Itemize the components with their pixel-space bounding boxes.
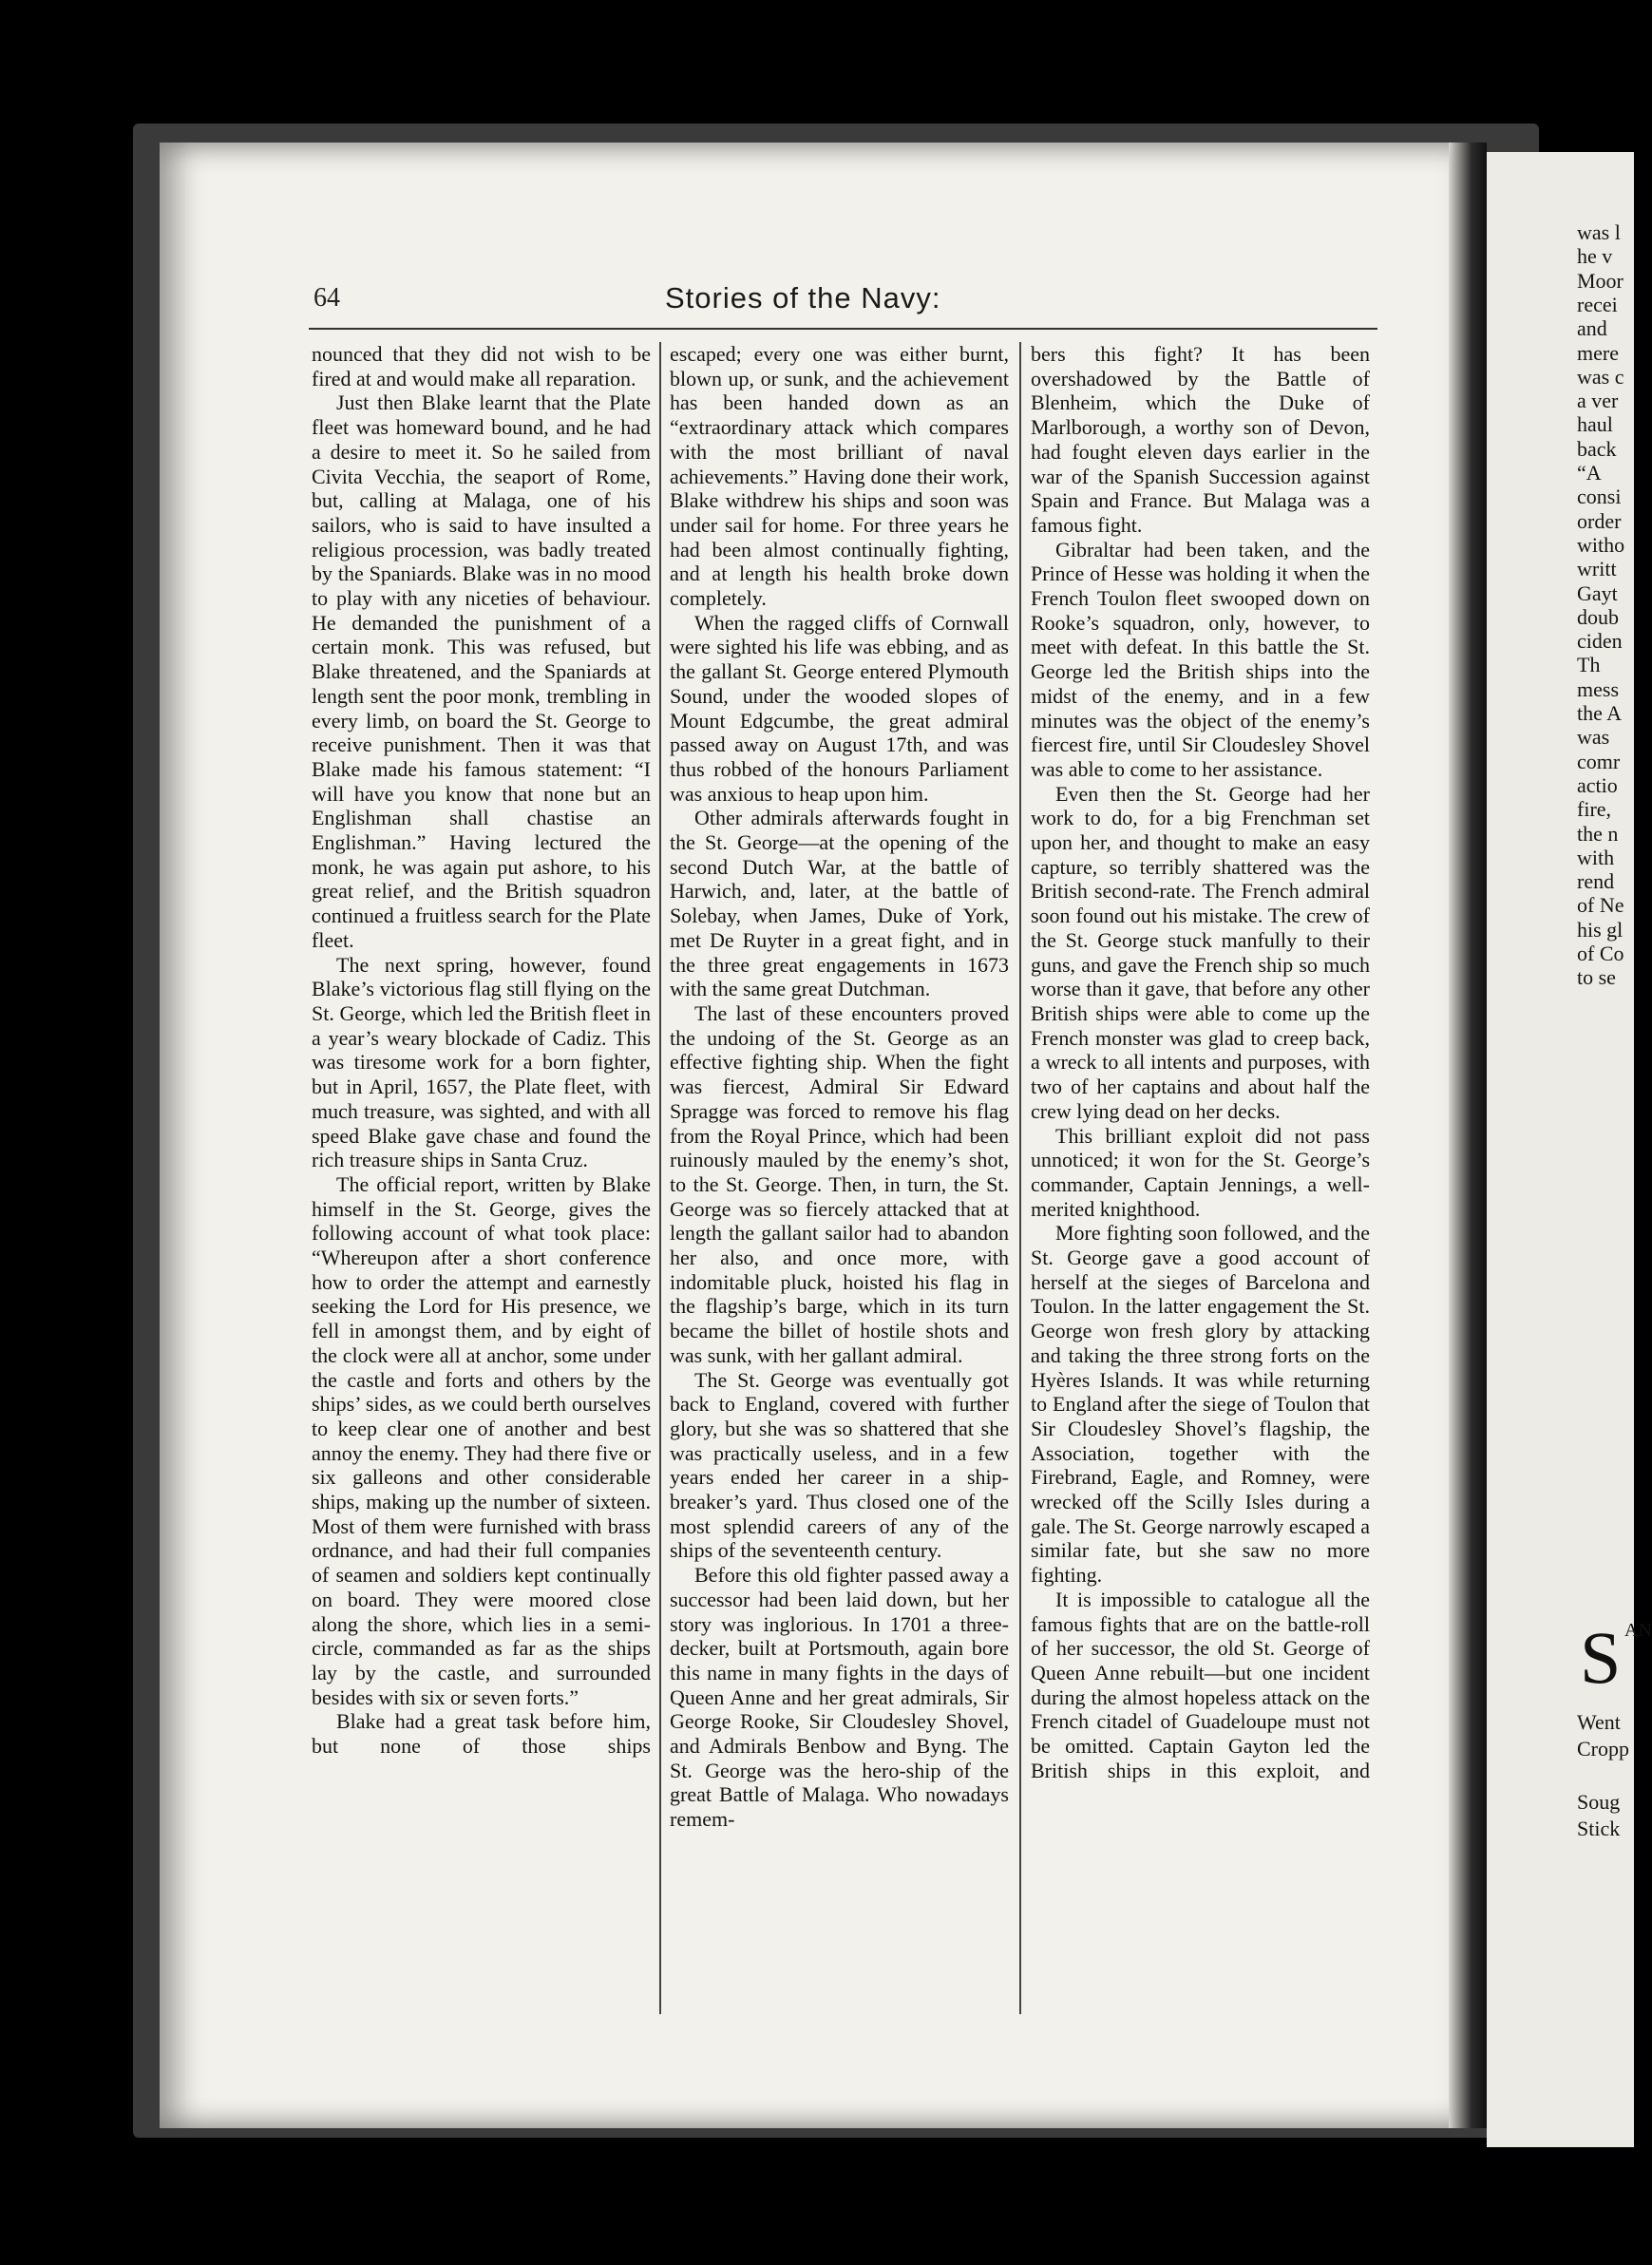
facing-page-line: the A xyxy=(1577,701,1623,725)
paragraph: This brilliant exploit did not pass unnoticed; it won for the St. George’s commander, Captain Jennings, a well-merited knighthood. xyxy=(1031,1123,1370,1221)
facing-page-fragment xyxy=(1487,152,1652,2147)
facing-page-line: doub xyxy=(1577,604,1619,629)
facing-page-line: he v xyxy=(1577,244,1613,269)
paragraph: escaped; every one was either burnt, blown up, or sunk, and the achievement has been handed down as an “extraordinary attack which compares with the most brilliant of naval achievements.” Having done their work, Blake withdrew his ships and soon was under sail for home. For three years he had been almost continually fighting, and at length his health broke down completely. xyxy=(670,342,1009,611)
paragraph: The last of these encounters proved the undoing of the St. George as an effective fighting ship. When the fight was fiercest, Admiral Sir Edward Spragge was forced to remove his flag from the Royal Prince, which had been ruinously mauled by the enemy’s shot, to the St. George. Then, in turn, the St. George was so fiercely attacked that at length the gallant sailor had to abandon her also, and once more, with indomitable pluck, hoisted his flag in the flagship’s barge, which in its turn became the billet of hostile shots and was sunk, with her gallant admiral. xyxy=(670,1000,1009,1367)
facing-page-line: Cropp xyxy=(1577,1737,1629,1761)
facing-page-line: Soug xyxy=(1577,1790,1621,1814)
facing-page-line: to se xyxy=(1577,965,1616,990)
paragraph: nounced that they did not wish to be fired at and would make all reparation. xyxy=(312,342,651,390)
header-rule xyxy=(309,328,1377,330)
paragraph: When the ragged cliffs of Cornwall were sighted his life was ebbing, and as the gallant St. George entered Plymouth Sound, under the wooded slopes of Mount Edgcumbe, the great admiral passed away on August 17th, and was thus robbed of the honours Parliament was anxious to heap upon him. xyxy=(670,610,1009,806)
page-number: 64 xyxy=(313,283,340,313)
paragraph: Blake had a great task before him, but none of those ships xyxy=(312,1709,651,1759)
paragraph: More fighting soon followed, and the St. George gave a good account of herself at the sieges of Barcelona and Toulon. In the latter engagement the St. George won fresh glory by attacking and taking the three strong forts on the Hyères Islands. It was while returning to England after the siege of Toulon that Sir Cloudesley Shovel’s flagship, the Association, together with the Firebrand, Eagle, and Romney, were wrecked off the Scilly Isles during a gale. The St. George narrowly escaped a similar fate, but she saw no more fighting. xyxy=(1031,1221,1370,1588)
facing-page-line: the n xyxy=(1577,821,1619,846)
facing-page-line: mere xyxy=(1577,340,1619,365)
text-column-3 xyxy=(1031,342,1370,2014)
facing-page-line: writt xyxy=(1577,557,1617,581)
paragraph: It is impossible to catalogue all the famous fights that are on the battle-roll of her successor, the old St. George of Queen Anne rebuilt—but one incident during the almost hopeless attack on the French citadel of Guadeloupe must not be omitted. Captain Gayton led the British ships in this exploit, and xyxy=(1031,1587,1370,1782)
facing-page-line: and xyxy=(1577,316,1607,341)
facing-page-line: mess xyxy=(1577,676,1619,701)
text-column-1 xyxy=(312,342,651,2014)
text-column-2 xyxy=(670,342,1009,2014)
paragraph: Other admirals afterwards fought in the St. George—at the opening of the second Dutch War, at the battle of Harwich, and, later, at the battle of Solebay, when James, Duke of York, met De Ruyter in a great fight, and in the three great engagements in 1673 with the same great Dutchman. xyxy=(670,806,1009,1001)
paragraph: Just then Blake learnt that the Plate fleet was homeward bound, and he had a desire to meet it. So he sailed from Civita Vecchia, the seaport of Rome, but, calling at Malaga, one of his sailors, who is said to have insulted a religious procession, was badly treated by the Spaniards. Blake was in no mood to play with any niceties of behaviour. He demanded the punishment of a certain monk. This was refused, but Blake threatened, and the Spaniards at length sent the poor monk, trembling in every limb, on board the St. George to receive punishment. Then it was that Blake made his famous statement: “I will have you know that none but an Englishman shall chastise an Englishman.” Having lectured the monk, he was again put ashore, to his great relief, and the British squadron continued a fruitless search for the Plate fleet. xyxy=(312,390,651,952)
facing-page-line: actio xyxy=(1577,772,1618,797)
facing-page-line: was c xyxy=(1577,364,1624,389)
column-divider-left xyxy=(659,342,661,2014)
facing-page-line: Gayt xyxy=(1577,581,1618,605)
facing-page-line: Th xyxy=(1577,653,1601,677)
facing-page-line: was xyxy=(1577,725,1610,750)
paragraph: The next spring, however, found Blake’s victorious flag still flying on the St. George, which led the British fleet in a year’s weary blockade of Cadiz. This was tiresome work for a born fighter, but in April, 1657, the Plate fleet, with much treasure, was sighted, and with all speed Blake gave chase and found the rich treasure ships in Santa Cruz. xyxy=(312,952,651,1172)
facing-page-line: Stick xyxy=(1577,1817,1621,1840)
facing-page-line: “A xyxy=(1577,461,1602,485)
facing-page-line: Moor xyxy=(1577,268,1624,293)
facing-page-line: haul xyxy=(1577,412,1613,437)
paragraph: bers this fight? It has been overshadowed by the Battle of Blenheim, which the Duke of Marlborough, a worthy son of Devon, had fought eleven days earlier in the war of the Spanish Succession against Spain and France. But Malaga was a famous fight. xyxy=(1031,342,1370,537)
facing-page-drop-cap-rest: AN xyxy=(1624,1620,1652,1641)
facing-page-line: of Ne xyxy=(1577,893,1624,918)
facing-page-line: comr xyxy=(1577,749,1621,773)
facing-page-line: ciden xyxy=(1577,629,1623,654)
facing-page-line: with xyxy=(1577,845,1615,869)
paragraph: The official report, written by Blake himself in the St. George, gives the following account of what took place: “Whereupon after a short conference how to order the attempt and earnestly seeking the Lord for His presence, we fell in amongst them, and by eight of the clock were all at anchor, some under the castle and forts and others by the ships’ sides, as we could berth ourselves to keep clear one of another and best annoy the enemy. They had there five or six galleons and other considerable ships, making up the number of sixteen. Most of them were furnished with brass ordnance, and had their full companies of seamen and soldiers kept continually on board. They were moored close along the shore, which lies in a semi-circle, commanded as far as the ships lay by the castle, and surrounded besides with six or seven forts.” xyxy=(312,1171,651,1709)
facing-page-line: consi xyxy=(1577,485,1622,509)
paragraph: Even then the St. George had her work to do, for a big Frenchman set upon her, and thought to make an easy capture, so terribly shattered was the British second-rate. The French admiral soon found out his mistake. The crew of the St. George stuck manfully to their guns, and gave the French ship so much worse than it gave, that before any other British ships were able to come up the French monster was glad to creep back, a wreck to all intents and purposes, with two of her captains and about half the crew lying dead on her decks. xyxy=(1031,781,1370,1123)
facing-page-line: order xyxy=(1577,508,1622,533)
facing-page-line: Went xyxy=(1577,1710,1621,1734)
facing-page-line: was l xyxy=(1577,220,1621,244)
paragraph: Gibraltar had been taken, and the Prince of Hesse was holding it when the French Toulon fleet swooped down on Rooke’s squadron, only, however, to meet with defeat. In this battle the St. George led the British ships into the midst of the enemy, and in a few minutes was the object of the enemy’s fiercest fire, until Sir Cloudesley Shovel was able to come to her assistance. xyxy=(1031,537,1370,781)
facing-page-line: rend xyxy=(1577,869,1615,894)
book-gutter xyxy=(1449,143,1487,2128)
paragraph: The St. George was eventually got back to England, covered with further glory, but she was so shattered that she was practically useless, and in a few years ended her career in a ship-breaker’s yard. Thus closed one of the most splendid careers of any of the ships of the seventeenth century. xyxy=(670,1367,1009,1563)
facing-page-line: witho xyxy=(1577,532,1625,557)
facing-page-line: of Co xyxy=(1577,942,1624,965)
facing-page-line: his gl xyxy=(1577,917,1624,942)
facing-page-line: back xyxy=(1577,436,1617,461)
paragraph: Before this old fighter passed away a successor had been laid down, but her story was inglorious. In 1701 a three-decker, built at Portsmouth, again bore this name in many fights in the days of Queen Anne and her great admirals, Sir George Rooke, Sir Cloudesley Shovel, and Admirals Benbow and Byng. The St. George was the hero-ship of the great Battle of Malaga. Who nowadays remem- xyxy=(670,1563,1009,1832)
running-head: Stories of the Navy: xyxy=(665,281,941,314)
facing-page-line: recei xyxy=(1577,292,1618,316)
facing-page-line: a ver xyxy=(1577,389,1619,413)
facing-page-line: fire, xyxy=(1577,797,1612,822)
column-divider-right xyxy=(1019,342,1021,2014)
facing-page-drop-cap: S xyxy=(1580,1616,1622,1699)
